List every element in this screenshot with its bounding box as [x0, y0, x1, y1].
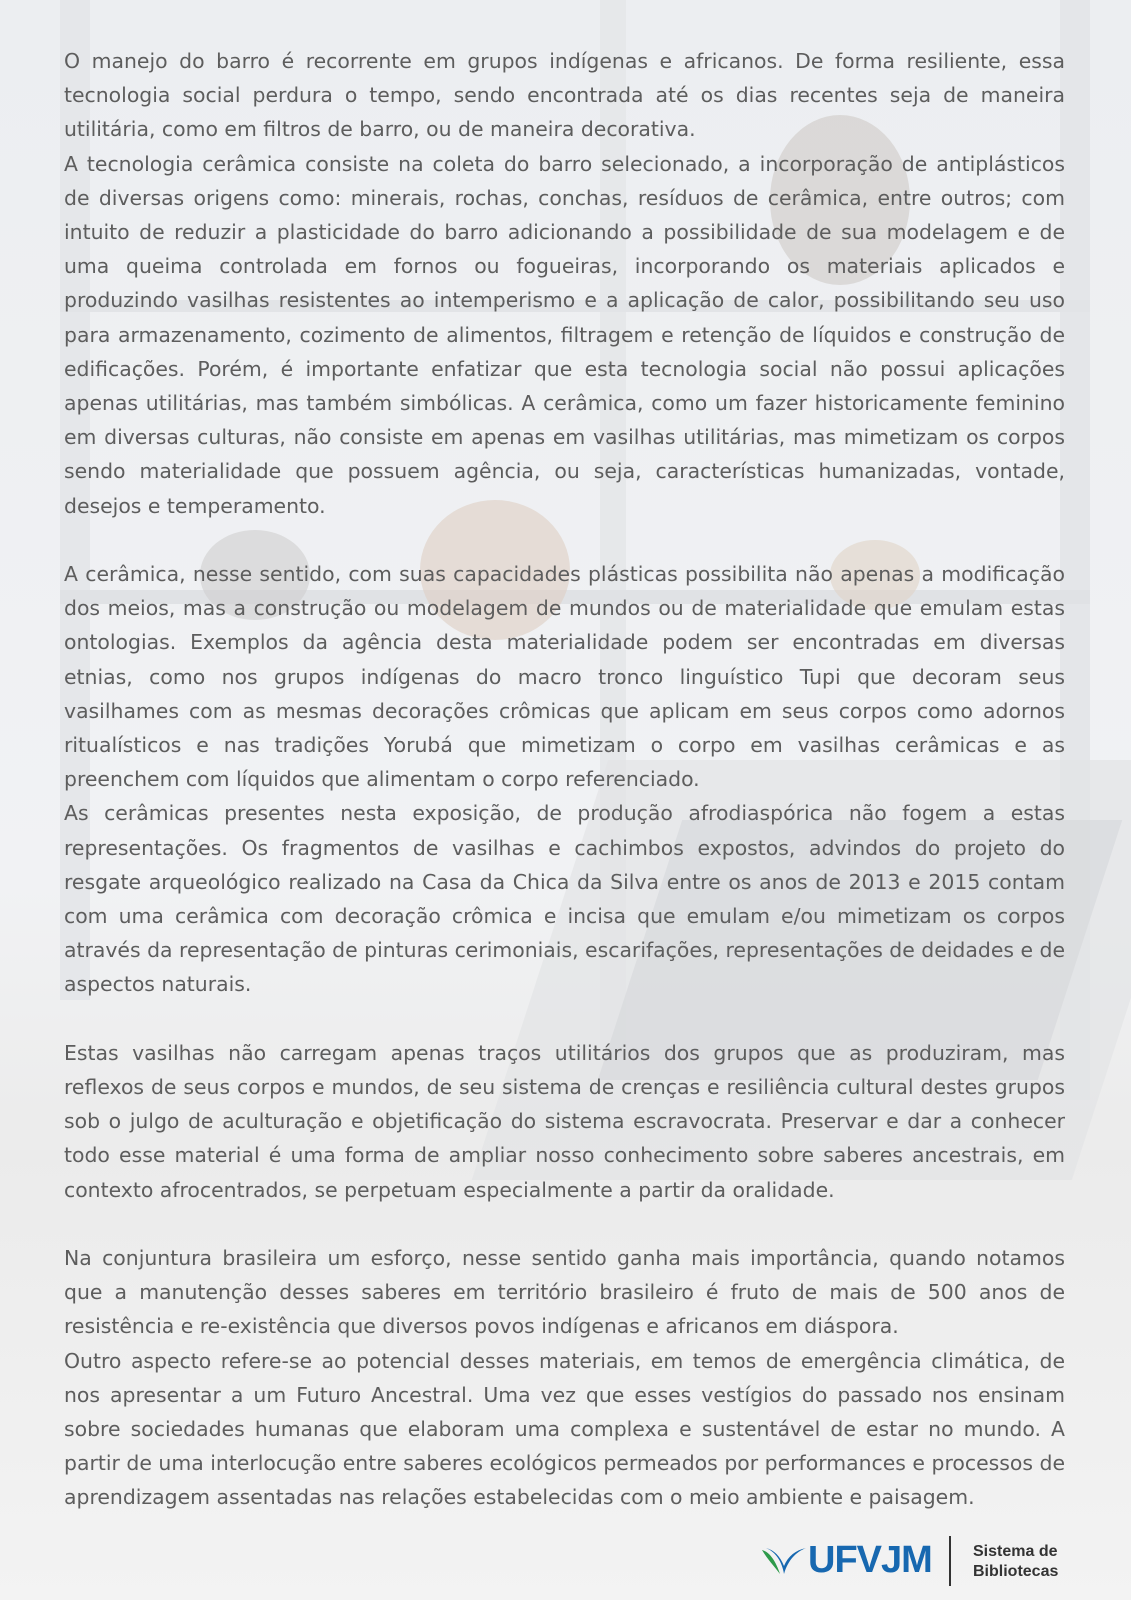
- footer-divider: [949, 1536, 951, 1586]
- paragraph: O manejo do barro é recorrente em grupos indígenas e africanos. De forma resiliente, essa tecnologia social perdura o tempo, sendo encontrada até os dias recentes seja de maneira utilitária, como em filtros de barro, ou de maneira decorativa.: [64, 49, 1065, 142]
- library-system-label: [973, 1542, 1073, 1582]
- library-line-1: Sistema de: [973, 1543, 1058, 1560]
- paragraph: A tecnologia cerâmica consiste na coleta do barro selecionado, a incorporação de antiplásticos de diversas origens como: minerais, rochas, conchas, resíduos de cerâmica, entre outros; com intuito de reduzir a plasticidade do barro adicionando a possibilidade de sua modelagem e de uma queima controlada em fornos ou fogueiras, incorporando os materiais aplicados e produzindo vasilhas resistentes ao intemperismo e a aplicação de calor, possibilitando seu uso para armazenamento, cozimento de alimentos, filtragem e retenção de líquidos e construção de edificações. Porém, é importante enfatizar que esta tecnologia social não possui aplicações apenas utilitárias, mas também simbólicas. A cerâmica, como um fazer historicamente feminino em diversas culturas, não consiste em apenas em vasilhas utilitárias, mas mimetizam os corpos sendo materialidade que possuem agência, ou seja, características humanizadas, vontade, desejos e temperamento.: [64, 151, 1065, 518]
- ufvjm-leaf-icon: [760, 1544, 808, 1578]
- ufvjm-logo-text: UFVJM: [808, 1539, 932, 1581]
- footer-branding: [760, 1534, 1070, 1590]
- article-body: [64, 44, 1065, 1515]
- paragraph: Outro aspecto refere-se ao potencial desses materiais, em temos de emergência climática, de nos apresentar a um Futuro Ancestral. Uma vez que esses vestígios do passado nos ensinam sobre sociedades humanas que elaboram uma complexa e sustentável de estar no mundo. A partir de uma interlocução entre saberes ecológicos permeados por performances e processos de aprendizagem assentadas nas relações estabelecidas com o meio ambiente e paisagem.: [64, 1348, 1065, 1510]
- paragraph: Na conjuntura brasileira um esforço, nesse sentido ganha mais importância, quando notamos que a manutenção desses saberes em território brasileiro é fruto de mais de 500 anos de resistência e re-existência que diversos povos indígenas e africanos em diáspora.: [64, 1246, 1065, 1339]
- library-line-2: Bibliotecas: [973, 1563, 1059, 1580]
- paragraph: Estas vasilhas não carregam apenas traços utilitários dos grupos que as produziram, mas reflexos de seus corpos e mundos, de seu sistema de crenças e resiliência cultural destes grupos sob o julgo de aculturação e objetificação do sistema escravocrata. Preservar e dar a conhecer todo esse material é uma forma de ampliar nosso conhecimento sobre saberes ancestrais, em contexto afrocentrados, se perpetuam especialmente a partir da oralidade.: [64, 1040, 1065, 1202]
- paragraph: A cerâmica, nesse sentido, com suas capacidades plásticas possibilita não apenas a modificação dos meios, mas a construção ou modelagem de mundos ou de materialidade que emulam estas ontologias. Exemplos da agência desta materialidade podem ser encontradas em diversas etnias, como nos grupos indígenas do macro tronco linguístico Tupi que decoram seus vasilhames com as mesmas decorações crômicas que aplicam em seus corpos como adornos ritualísticos e nas tradições Yorubá que mimetizam o corpo em vasilhas cerâmicas e as preenchem com líquidos que alimentam o corpo referenciado.: [64, 562, 1065, 792]
- paragraph: As cerâmicas presentes nesta exposição, de produção afrodiaspórica não fogem a estas representações. Os fragmentos de vasilhas e cachimbos expostos, advindos do projeto do resgate arqueológico realizado na Casa da Chica da Silva entre os anos de 2013 e 2015 contam com uma cerâmica com decoração crômica e incisa que emulam e/ou mimetizam os corpos através da representação de pinturas cerimoniais, escarifações, representações de deidades e de aspectos naturais.: [64, 801, 1065, 997]
